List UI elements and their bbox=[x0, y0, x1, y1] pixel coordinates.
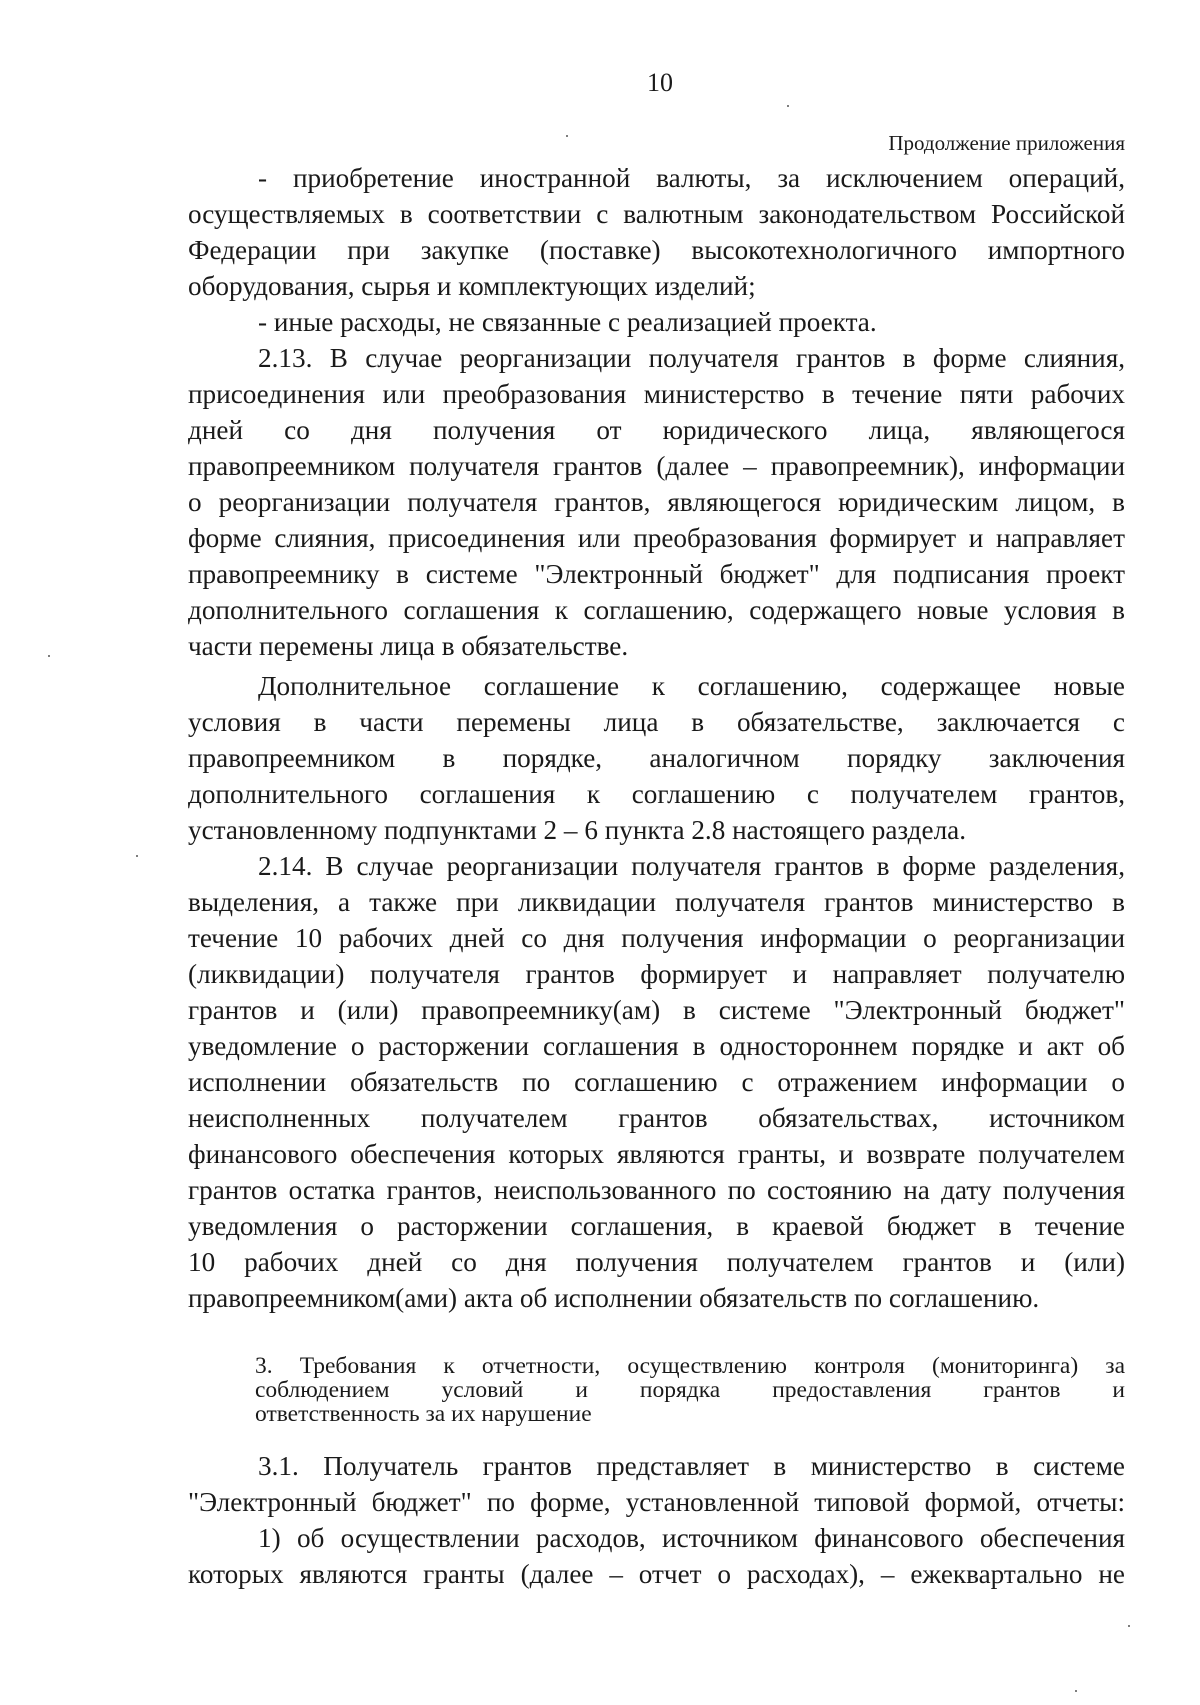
page-number: 10 bbox=[647, 68, 673, 97]
text-line: осуществляемых в соответствии с валютным законодательством Российской bbox=[188, 199, 1125, 229]
text-line: установленному подпунктами 2 – 6 пункта 2.8 настоящего раздела. bbox=[188, 815, 967, 845]
text-line: присоединения или преобразования министерство в течение пяти рабочих bbox=[188, 379, 1125, 409]
text-line: дополнительного соглашения к соглашению, содержащего новые условия в bbox=[188, 595, 1125, 625]
text-line: правопреемником получателя грантов (далее – правопреемник), информации bbox=[188, 451, 1125, 481]
text-line: 10 рабочих дней со дня получения получателем грантов и (или) bbox=[188, 1247, 1125, 1277]
scan-speck bbox=[1128, 1625, 1130, 1627]
paragraph-3-1-item-1 bbox=[188, 1520, 1125, 1592]
text-line: форме слияния, присоединения или преобразования формирует и направляет bbox=[188, 523, 1125, 553]
scan-speck bbox=[1075, 1690, 1077, 1692]
heading-line: 3. Требования к отчетности, осуществлению контроля (мониторинга) за bbox=[255, 1353, 1125, 1379]
paragraph bbox=[188, 668, 1125, 848]
text-line: 2.14. В случае реорганизации получателя грантов в форме разделения, bbox=[258, 851, 1125, 881]
text-line: условия в части перемены лица в обязательстве, заключается с bbox=[188, 707, 1125, 737]
document-body bbox=[188, 160, 1125, 1592]
scan-speck bbox=[136, 855, 138, 857]
text-line: о реорганизации получателя грантов, являющегося юридическим лицом, в bbox=[188, 487, 1125, 517]
text-line: (ликвидации) получателя грантов формирует и направляет получателю bbox=[188, 959, 1125, 989]
text-line: 1) об осуществлении расходов, источником финансового обеспечения bbox=[258, 1523, 1125, 1553]
text-line: Федерации при закупке (поставке) высокотехнологичного импортного bbox=[188, 235, 1125, 265]
paragraph-2-13 bbox=[188, 340, 1125, 664]
text-line: грантов остатка грантов, неиспользованного по состоянию на дату получения bbox=[188, 1175, 1125, 1205]
text-line: течение 10 рабочих дней со дня получения информации о реорганизации bbox=[188, 923, 1125, 953]
text-line: Дополнительное соглашение к соглашению, содержащее новые bbox=[258, 671, 1125, 701]
text-line: дней со дня получения от юридического лица, являющегося bbox=[188, 415, 1125, 445]
paragraph bbox=[188, 160, 1125, 304]
text-line: грантов и (или) правопреемнику(ам) в системе "Электронный бюджет" bbox=[188, 995, 1125, 1025]
text-line: части перемены лица в обязательстве. bbox=[188, 631, 629, 661]
text-line: исполнении обязательств по соглашению с отражением информации о bbox=[188, 1067, 1125, 1097]
paragraph bbox=[188, 304, 1125, 340]
text-line: правопреемником(ами) акта об исполнении обязательств по соглашению. bbox=[188, 1283, 1040, 1313]
text-line: неисполненных получателем грантов обязательствах, источником bbox=[188, 1103, 1125, 1133]
text-line: финансового обеспечения которых являются гранты, и возврате получателем bbox=[188, 1139, 1125, 1169]
heading-line: соблюдением условий и порядка предоставления грантов и bbox=[255, 1377, 1125, 1403]
text-line: "Электронный бюджет" по форме, установленной типовой формой, отчеты: bbox=[188, 1487, 1125, 1517]
text-line: выделения, а также при ликвидации получателя грантов министерство в bbox=[188, 887, 1125, 917]
appendix-continuation-note: Продолжение приложения bbox=[888, 131, 1125, 155]
scan-speck bbox=[566, 135, 568, 137]
text-line: правопреемнику в системе "Электронный бюджет" для подписания проект bbox=[188, 559, 1125, 589]
heading-line: ответственность за их нарушение bbox=[255, 1401, 592, 1427]
text-line: оборудования, сырья и комплектующих изделий; bbox=[188, 271, 756, 301]
section-3-heading bbox=[255, 1354, 1125, 1426]
scan-speck bbox=[48, 655, 50, 657]
text-line: уведомления о расторжении соглашения, в краевой бюджет в течение bbox=[188, 1211, 1125, 1241]
text-line: - иные расходы, не связанные с реализацией проекта. bbox=[258, 307, 877, 337]
paragraph-2-14 bbox=[188, 848, 1125, 1316]
paragraph-3-1 bbox=[188, 1448, 1125, 1520]
text-line: уведомление о расторжении соглашения в одностороннем порядке и акт об bbox=[188, 1031, 1125, 1061]
text-line: 2.13. В случае реорганизации получателя грантов в форме слияния, bbox=[258, 343, 1125, 373]
text-line: дополнительного соглашения к соглашению с получателем грантов, bbox=[188, 779, 1125, 809]
text-line: - приобретение иностранной валюты, за исключением операций, bbox=[258, 163, 1125, 193]
text-line: 3.1. Получатель грантов представляет в министерство в системе bbox=[258, 1451, 1125, 1481]
text-line: правопреемником в порядке, аналогичном порядку заключения bbox=[188, 743, 1125, 773]
text-line: которых являются гранты (далее – отчет о расходах), – ежеквартально не bbox=[188, 1559, 1125, 1589]
scan-speck bbox=[787, 105, 789, 107]
